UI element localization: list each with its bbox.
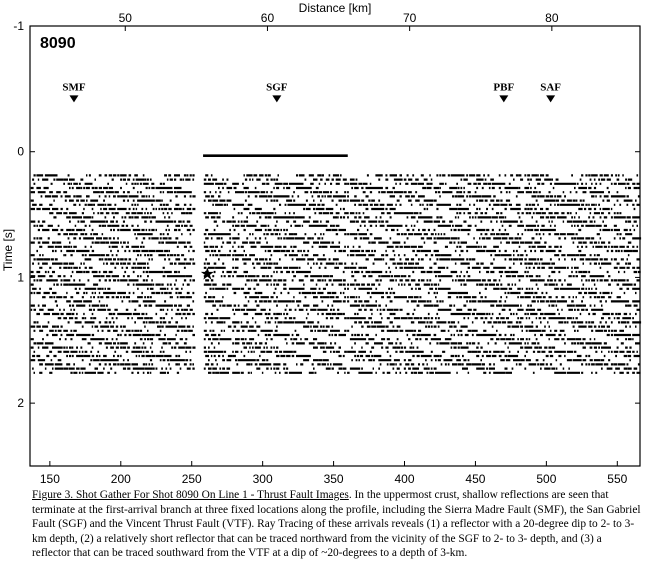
fault-label-smf: SMF bbox=[62, 81, 86, 94]
y-tick-label: 0 bbox=[17, 144, 24, 159]
bottom-tick-label: 550 bbox=[607, 472, 628, 486]
fault-marker-triangle bbox=[499, 95, 508, 102]
y-tick-label: 1 bbox=[17, 270, 24, 285]
seismic-wiggle-traces bbox=[31, 174, 641, 374]
y-tick-label: 2 bbox=[17, 396, 24, 411]
bottom-tick-label: 250 bbox=[181, 472, 202, 486]
bottom-tick-label: 300 bbox=[252, 472, 273, 486]
fault-label-pbf: PBF bbox=[493, 81, 515, 94]
fault-markers bbox=[62, 81, 561, 102]
bottom-tick-label: 500 bbox=[536, 472, 557, 486]
y-axis-label: Time [s] bbox=[1, 228, 15, 272]
caption-text: . In the uppermost crust, shallow reflections are seen that terminate at the first-arrival branch at three fixed locations along the profile, including the Sierra Madre Fault (SMF), the San Gabriel Fault (SGF) and the Vincent Thrust Fault (VTF). Ray Tracing of these arrivals reveals (1) a reflector with a 20-degree dip to 2- to 3-km depth, (2) a relatively short reflector that can be traced northward from the vicinity of the SGF to 2- to 3- depth, and (3) a reflector that can be traced southward from the VTF at a dip of ~20-degrees to a depth of 3-km. bbox=[32, 489, 641, 560]
bottom-tick-label: 400 bbox=[394, 472, 415, 486]
caption-label: Figure 3. Shot Gather For Shot 8090 On Line 1 - Thrust Fault Images bbox=[32, 489, 349, 501]
panel-id: 8090 bbox=[40, 35, 76, 52]
seismic-traces bbox=[31, 156, 641, 374]
bottom-tick-label: 350 bbox=[323, 472, 344, 486]
fault-label-sgf: SGF bbox=[266, 81, 288, 94]
top-tick-label: 50 bbox=[118, 11, 132, 25]
fault-marker-triangle bbox=[546, 95, 555, 102]
shot-point-star: ★ bbox=[199, 264, 215, 284]
y-tick-label: -1 bbox=[13, 19, 24, 33]
bottom-tick-label: 150 bbox=[39, 472, 60, 486]
top-tick-label: 70 bbox=[402, 11, 417, 25]
bottom-tick-labels bbox=[40, 461, 628, 486]
figure-caption bbox=[32, 488, 642, 561]
fault-marker-triangle bbox=[69, 95, 78, 102]
bottom-tick-label: 200 bbox=[110, 472, 131, 486]
bottom-tick-label: 450 bbox=[465, 472, 486, 486]
fault-label-saf: SAF bbox=[540, 81, 562, 94]
top-tick-label: 60 bbox=[260, 11, 275, 25]
top-axis-label: Distance [km] bbox=[298, 1, 372, 15]
fault-marker-triangle bbox=[272, 95, 281, 102]
top-tick-label: 80 bbox=[545, 11, 559, 25]
y-tick-labels bbox=[13, 19, 640, 410]
